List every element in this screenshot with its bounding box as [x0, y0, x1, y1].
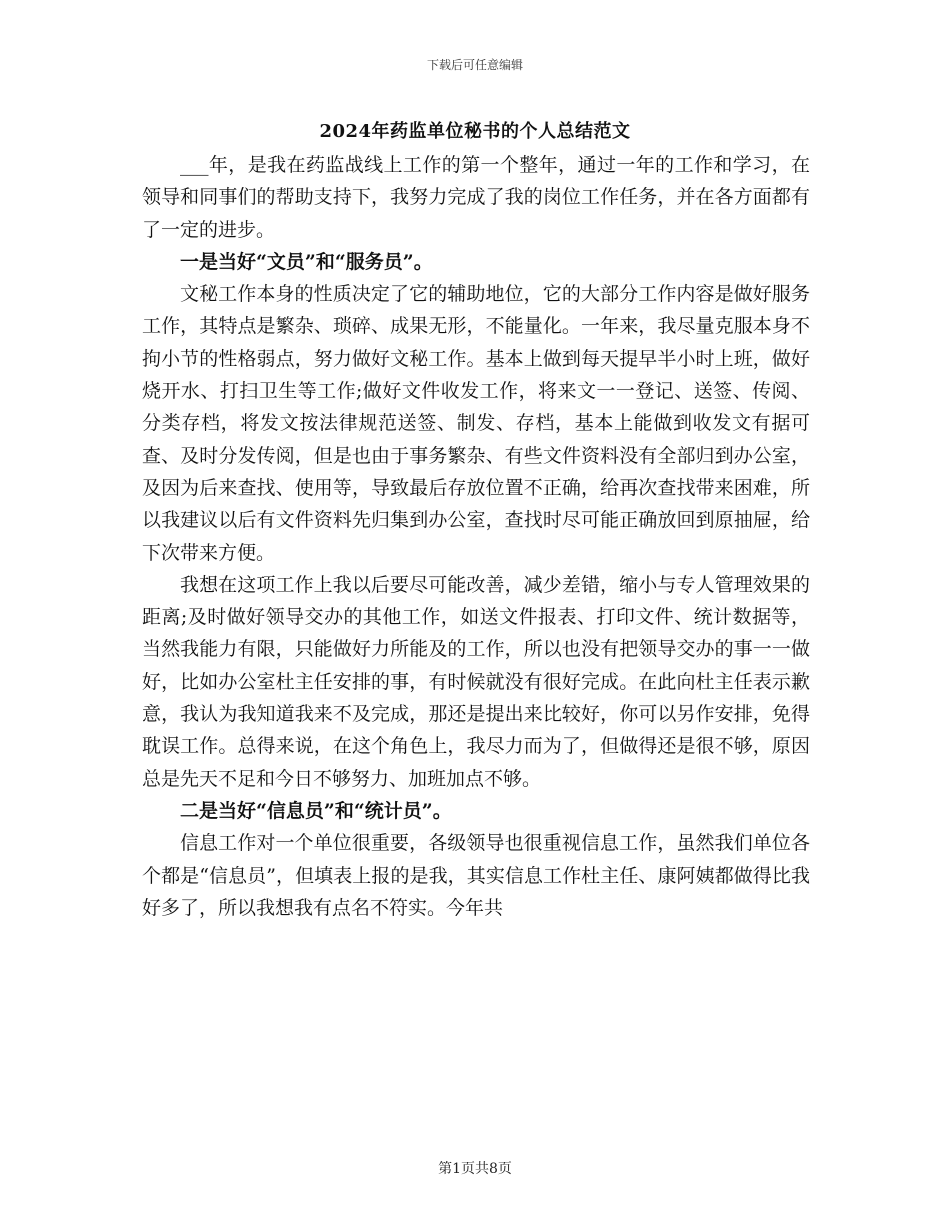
document-body: [142, 149, 810, 924]
intro-paragraph: ___年，是我在药监战线上工作的第一个整年，通过一年的工作和学习，在领导和同事们的帮助支持下，我努力完成了我的岗位工作任务，并在各方面都有了一定的进步。: [142, 154, 810, 241]
body-paragraph: 我想在这项工作上我以后要尽可能改善，减少差错，缩小与专人管理效果的距离;及时做好领导交办的其他工作，如送文件报表、打印文件、统计数据等，当然我能力有限，只能做好力所能及的工作，所以也没有把领导交办的事一一做好，比如办公室杜主任安排的事，有时候就没有很好完成。在此向杜主任表示歉意，我认为我知道我来不及完成，那还是提出来比较好，你可以另作安排，免得耽误工作。总得来说，在这个角色上，我尽力而为了，但做得还是很不够，原因总是先天不足和今日不够努力、加班加点不够。: [142, 573, 810, 790]
section-heading-2: 二是当好“信息员”和“统计员”。: [180, 799, 452, 822]
body-paragraph: 文秘工作本身的性质决定了它的辅助地位，它的大部分工作内容是做好服务工作，其特点是繁杂、琐碎、成果无形，不能量化。一年来，我尽量克服本身不拘小节的性格弱点，努力做好文秘工作。基本上做到每天提早半小时上班，做好烧开水、打扫卫生等工作;做好文件收发工作，将来文一一登记、送签、传阅、分类存档，将发文按法律规范送签、制发、存档，基本上能做到收发文有据可查、及时分发传阅，但是也由于事务繁杂、有些文件资料没有全部归到办公室，及因为后来查找、使用等，导致最后存放位置不正确，给再次查找带来困难，所以我建议以后有文件资料先归集到办公室，查找时尽可能正确放回到原抽屉，给下次带来方便。: [142, 283, 810, 564]
page-number-footer: 第1页共8页: [438, 1161, 512, 1177]
header-note: 下载后可任意编辑: [426, 58, 523, 72]
document-title: 2024年药监单位秘书的个人总结范文: [319, 121, 631, 142]
section-heading-1: 一是当好“文员”和“服务员”。: [180, 250, 433, 273]
body-paragraph: 信息工作对一个单位很重要，各级领导也很重视信息工作，虽然我们单位各个都是“信息员”，但填表上报的是我，其实信息工作杜主任、康阿姨都做得比我好多了，所以我想我有点名不符实。今年共: [142, 832, 810, 919]
